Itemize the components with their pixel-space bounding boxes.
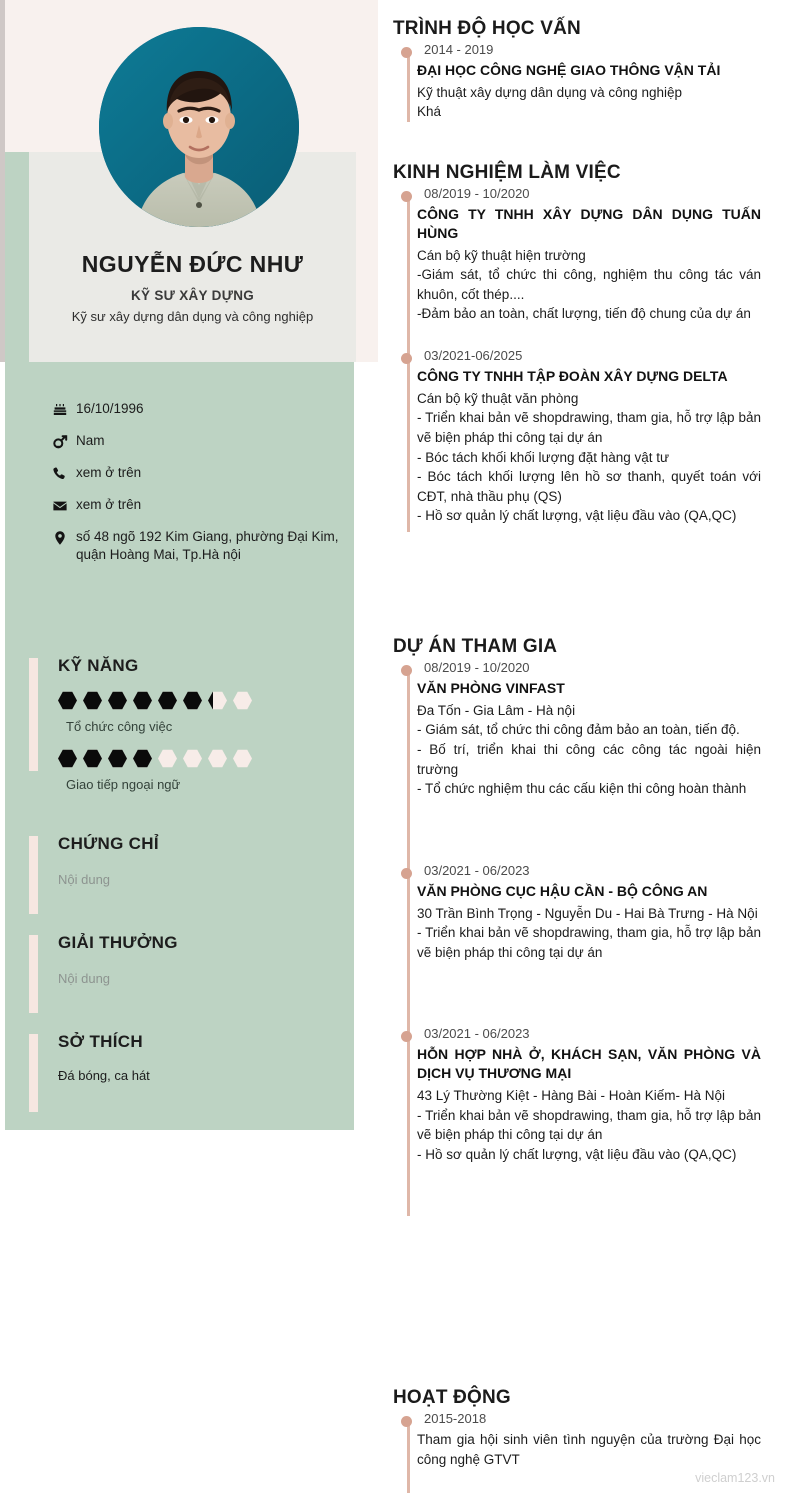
contact-row-email xyxy=(52,496,342,515)
phone-icon xyxy=(52,465,76,483)
contact-row-birthday xyxy=(52,400,342,419)
entry-line: 30 Trần Bình Trọng - Nguyễn Du - Hai Bà Trưng - Hà Nội xyxy=(417,905,758,921)
entry-line: 43 Lý Thường Kiệt - Hàng Bài - Hoàn Kiếm- Hà Nội xyxy=(417,1088,726,1104)
contact-row-gender xyxy=(52,432,342,451)
hex xyxy=(208,749,227,768)
contact-value: xem ở trên xyxy=(76,497,142,512)
hex xyxy=(233,691,252,710)
entry-title: ĐẠI HỌC CÔNG NGHỆ GIAO THÔNG VẬN TẢI xyxy=(417,62,721,78)
hex xyxy=(133,749,152,768)
placeholder-text: Nội dung xyxy=(58,872,111,887)
contact-value: 16/10/1996 xyxy=(76,401,144,416)
entry-title: CÔNG TY TNHH TẬP ĐOÀN XÂY DỰNG DELTA xyxy=(417,368,728,385)
contact-value: xem ở trên xyxy=(76,465,142,480)
section-title: DỰ ÁN THAM GIA xyxy=(393,636,558,657)
entry-line: - Bóc tách khối khối lượng đặt hàng vật tư xyxy=(417,449,670,465)
location-pin-icon xyxy=(52,529,76,547)
timeline-dot xyxy=(401,1031,412,1042)
entry-title: VĂN PHÒNG VINFAST xyxy=(417,680,565,696)
entry-title: CÔNG TY TNHH XÂY DỰNG DÂN DỤNG TUẤN HÙNG xyxy=(417,206,761,241)
project-entry xyxy=(417,1026,761,1170)
projects-timeline xyxy=(393,660,761,1170)
entry-date: 03/2021 - 06/2023 xyxy=(424,862,530,878)
entry-date: 03/2021 - 06/2023 xyxy=(424,1026,530,1042)
project-entry xyxy=(417,863,761,969)
section-activities xyxy=(393,1387,761,1475)
entry-title: VĂN PHÒNG CỤC HẬU CẦN - BỘ CÔNG AN xyxy=(417,882,708,899)
section-title: KINH NGHIỆM LÀM VIỆC xyxy=(393,162,621,183)
entry-line: Cán bộ kỹ thuật hiện trường xyxy=(417,247,586,263)
hex xyxy=(83,749,102,768)
timeline-line xyxy=(407,666,410,1216)
accent-bar xyxy=(29,935,38,1013)
timeline-dot xyxy=(401,868,412,879)
section-title: CHỨNG CHỈ xyxy=(58,834,159,853)
accent-bar xyxy=(29,1034,38,1112)
hex xyxy=(108,691,127,710)
section-hobbies xyxy=(29,1032,356,1083)
skills-body xyxy=(58,691,356,792)
hex xyxy=(83,691,102,710)
project-entry xyxy=(417,660,761,805)
experience-entry xyxy=(417,186,761,348)
envelope-icon xyxy=(52,497,76,515)
section-title: SỞ THÍCH xyxy=(58,1032,143,1051)
activity-entry xyxy=(417,1411,761,1475)
main-column xyxy=(393,0,785,1495)
entry-line: - Giám sát, tổ chức thi công đảm bảo an toàn, tiến độ. xyxy=(417,722,740,738)
education-timeline xyxy=(393,42,761,128)
certificates-body xyxy=(58,872,356,887)
entry-line: -Đảm bảo an toàn, chất lượng, tiến độ chung của dự án xyxy=(417,306,751,322)
entry-date: 08/2019 - 10/2020 xyxy=(424,660,530,675)
contact-value: Nam xyxy=(76,433,105,448)
entry-date: 08/2019 - 10/2020 xyxy=(424,186,530,201)
birthday-cake-icon xyxy=(52,401,76,419)
hex xyxy=(158,749,177,768)
entry-line: Khá xyxy=(417,104,442,120)
timeline-dot xyxy=(401,191,412,202)
awards-body xyxy=(58,971,356,986)
entry-date: 2015-2018 xyxy=(424,1411,487,1426)
contact-value: số 48 ngõ 192 Kim Giang, phường Đại Kim, quận Hoàng Mai, Tp.Hà nội xyxy=(76,529,339,562)
section-title: HOẠT ĐỘNG xyxy=(393,1387,511,1408)
hex xyxy=(208,691,227,710)
entry-line: Cán bộ kỹ thuật văn phòng xyxy=(417,390,579,406)
skill-label: Giao tiếp ngoại ngữ xyxy=(66,777,181,792)
skill-rating-hexagons xyxy=(58,691,356,710)
accent-bar xyxy=(29,658,38,771)
experience-entry xyxy=(417,348,761,532)
experience-timeline xyxy=(393,186,761,532)
avatar xyxy=(99,27,299,227)
watermark: vieclam123.vn xyxy=(695,1471,775,1485)
timeline-dot xyxy=(401,47,412,58)
contact-list xyxy=(52,400,342,577)
hex xyxy=(58,691,77,710)
hobbies-text: Đá bóng, ca hát xyxy=(58,1068,150,1083)
hex xyxy=(108,749,127,768)
section-experience xyxy=(393,162,761,532)
entry-title: HỖN HỢP NHÀ Ở, KHÁCH SẠN, VĂN PHÒNG VÀ DỊCH VỤ THƯƠNG MẠI xyxy=(417,1046,761,1082)
section-skills xyxy=(29,656,356,792)
entry-line: - Triển khai bản vẽ shopdrawing, tham gia, hỗ trợ lập bản vẽ biện pháp thi công tại dự án xyxy=(417,1107,761,1143)
section-education xyxy=(393,18,761,128)
hex xyxy=(233,749,252,768)
cv-role: KỸ SƯ XÂY DỰNG xyxy=(130,288,255,304)
entry-line: - Hồ sơ quản lý chất lượng, vật liệu đầu vào (QA,QC) xyxy=(417,1146,737,1162)
section-awards xyxy=(29,933,356,986)
section-certificates xyxy=(29,834,356,887)
hex xyxy=(158,691,177,710)
entry-gap xyxy=(417,805,761,863)
cv-subtitle: Kỹ sư xây dựng dân dụng và công nghiệp xyxy=(71,309,314,325)
entry-line: Tham gia hội sinh viên tình nguyện của trường Đại học công nghệ GTVT xyxy=(417,1432,761,1467)
gender-icon xyxy=(52,433,76,451)
timeline-line xyxy=(407,48,410,122)
timeline-dot xyxy=(401,665,412,676)
entry-line: Đa Tốn - Gia Lâm - Hà nội xyxy=(417,702,576,718)
timeline-dot xyxy=(401,353,412,364)
entry-gap xyxy=(417,968,761,1026)
entry-line: - Bố trí, triển khai thi công các công tác ngoài hiện trường xyxy=(417,742,761,777)
hex xyxy=(58,749,77,768)
entry-line: - Triển khai bản vẽ shopdrawing, tham gia, hỗ trợ lập bản vẽ biện pháp thi công tại dự án xyxy=(417,410,761,446)
entry-date: 2014 - 2019 xyxy=(424,42,494,57)
entry-line: -Giám sát, tổ chức thi công, nghiệm thu công tác ván khuôn, cốt thép.... xyxy=(417,267,761,302)
skill-rating-hexagons xyxy=(58,749,356,768)
entry-line: - Bóc tách khối lượng lên hồ sơ thanh, quyết toán với CĐT, nhà thầu phụ (QS) xyxy=(417,469,761,504)
entry-line: - Triển khai bản vẽ shopdrawing, tham gia, hỗ trợ lập bản vẽ biện pháp thi công tại dự án xyxy=(417,925,761,960)
skill-item xyxy=(58,749,356,792)
hex xyxy=(183,749,202,768)
entry-line: - Hồ sơ quản lý chất lượng, vật liệu đầu vào (QA,QC) xyxy=(417,508,737,524)
section-title: GIẢI THƯỞNG xyxy=(58,933,178,952)
profile-photo-illustration xyxy=(99,27,299,227)
section-title: KỸ NĂNG xyxy=(58,656,139,675)
entry-line: Kỹ thuật xây dựng dân dụng và công nghiệp xyxy=(417,84,682,100)
section-title: TRÌNH ĐỘ HỌC VẤN xyxy=(393,18,581,39)
hex xyxy=(183,691,202,710)
entry-date: 03/2021-06/2025 xyxy=(424,348,523,364)
cv-name: NGUYỄN ĐỨC NHƯ xyxy=(81,251,304,277)
section-projects xyxy=(393,636,761,1170)
accent-bar xyxy=(29,836,38,914)
hex xyxy=(133,691,152,710)
identity-block xyxy=(29,252,356,324)
contact-row-phone xyxy=(52,464,342,483)
timeline-dot xyxy=(401,1416,412,1427)
timeline-line xyxy=(407,1417,410,1493)
skill-label: Tổ chức công việc xyxy=(66,719,173,734)
skill-item xyxy=(58,691,356,734)
contact-row-address xyxy=(52,528,342,564)
entry-line: - Tổ chức nghiệm thu các cấu kiện thi công hoàn thành xyxy=(417,781,747,797)
education-entry xyxy=(417,42,761,128)
activities-timeline xyxy=(393,1411,761,1475)
hobbies-body xyxy=(58,1068,356,1083)
placeholder-text: Nội dung xyxy=(58,971,111,986)
